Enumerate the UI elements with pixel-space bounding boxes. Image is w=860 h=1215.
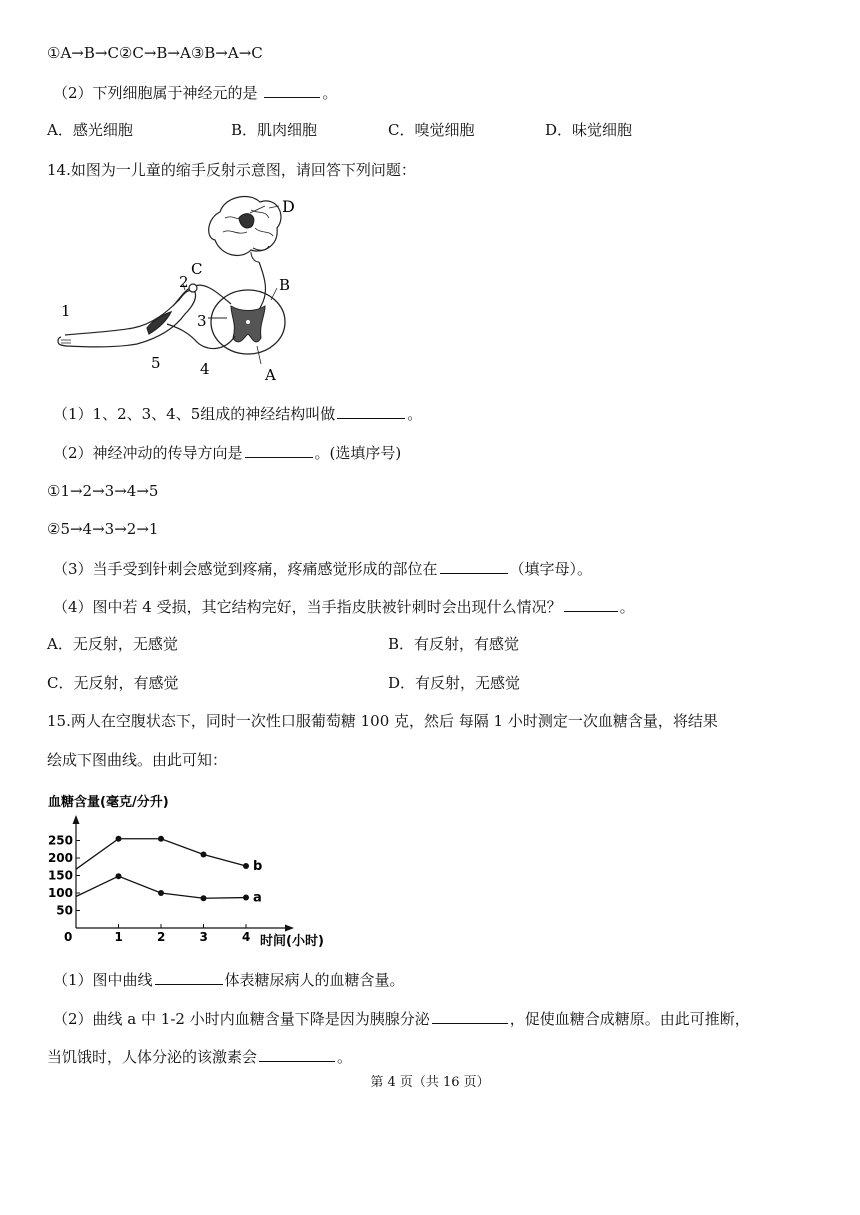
q15-stem-line1: 15.两人在空腹状态下，同时一次性口服葡萄糖 100 克，然后 每隔 1 小时测定一次血糖含量，将结果: [47, 712, 718, 730]
series-a-point: [116, 873, 122, 879]
chart-origin-label: 0: [64, 930, 73, 944]
label-2: 2: [179, 273, 189, 291]
brain-illustration: [209, 197, 281, 262]
label-3: 3: [197, 312, 207, 330]
q15-stem-line2: 绘成下图曲线。由此可知：: [47, 751, 228, 769]
y-tick-label: 50: [56, 903, 73, 918]
q15-sub2-line2-prefix: 当饥饿时，人体分泌的该激素会: [47, 1048, 258, 1066]
x-tick-label: 2: [157, 930, 166, 944]
q14-sub4: [53, 595, 635, 618]
series-b-point: [201, 852, 207, 858]
q13-sub2: [53, 81, 337, 104]
q14-sub2-blank[interactable]: [245, 441, 313, 458]
q14-sub4-suffix: 。: [619, 598, 635, 616]
q14-sub3-prefix: （3）当手受到针刺会感觉到疼痛，疼痛感觉形成的部位在: [53, 560, 438, 578]
arm-illustration: [58, 290, 196, 346]
q14-seq1[interactable]: ①1→2→3→4→5: [47, 482, 159, 500]
q13-sub2-blank[interactable]: [264, 81, 320, 98]
q14-sub3: [53, 557, 592, 580]
label-5: 5: [151, 354, 161, 372]
label-b: B: [279, 276, 291, 294]
q14-sub3-suffix: （填字母）。: [509, 560, 593, 578]
page-footer: 第 4 页（共 16 页）: [370, 1075, 490, 1090]
q15-sub1-prefix: （1）图中曲线: [53, 971, 153, 989]
label-a: A: [265, 366, 276, 384]
series-a-point: [243, 895, 249, 901]
q14-sub1-prefix: （1）1、2、3、4、5组成的神经结构叫做: [53, 405, 336, 423]
series-b-point: [243, 863, 249, 869]
q13-choice-c[interactable]: C．嗅觉细胞: [388, 121, 475, 139]
q14-sub2-prefix: （2）神经冲动的传导方向是: [53, 444, 243, 462]
q14-sub2-suffix: 。(选填序号): [314, 444, 402, 462]
q14-choice-b[interactable]: B．有反射，有感觉: [388, 635, 520, 653]
y-tick-label: 150: [47, 868, 73, 883]
q15-sub2-blank2[interactable]: [259, 1045, 335, 1062]
spinal-cord-section: [211, 290, 285, 354]
q15-sub2-prefix: （2）曲线 a 中 1-2 小时内血糖含量下降是因为胰腺分泌: [53, 1010, 430, 1028]
q15-sub2-line2-suffix: 。: [337, 1048, 353, 1066]
q14-sub1: [53, 402, 422, 425]
label-c: C: [191, 260, 203, 278]
label-4: 4: [200, 360, 210, 378]
series-b-line: [76, 839, 246, 869]
q13-choice-b[interactable]: B．肌肉细胞: [231, 121, 318, 139]
q15-sub2-line1: [53, 1007, 750, 1030]
q14-choice-a[interactable]: A．无反射，无感觉: [47, 635, 178, 653]
q13-sub2-prefix: （2）下列细胞属于神经元的是: [53, 84, 258, 102]
chart-xlabel: 时间(小时): [260, 934, 324, 949]
q14-sub1-suffix: 。: [407, 405, 423, 423]
y-tick-label: 100: [47, 886, 73, 900]
y-tick-label: 200: [47, 851, 73, 865]
q14-sub1-blank[interactable]: [337, 402, 405, 419]
blood-glucose-chart: [46, 788, 346, 950]
q15-sub1-blank[interactable]: [155, 968, 223, 985]
series-b-point: [116, 836, 122, 842]
x-tick-label: 1: [114, 930, 123, 944]
q14-choice-c[interactable]: C．无反射，有感觉: [47, 674, 179, 692]
reflex-arc-figure: [55, 188, 305, 386]
q15-sub2-blank[interactable]: [432, 1007, 508, 1024]
y-tick-label: 250: [47, 833, 73, 848]
series-a-point: [158, 890, 164, 896]
q14-sub3-blank[interactable]: [440, 557, 508, 574]
q15-sub1-suffix: 体表糖尿病人的血糖含量。: [224, 971, 405, 989]
q13-options-line: ①A→B→C②C→B→A③B→A→C: [47, 44, 263, 62]
series-b-label: b: [253, 859, 263, 875]
q14-stem: 14.如图为一儿童的缩手反射示意图，请回答下列问题：: [47, 161, 416, 179]
q14-seq2[interactable]: ②5→4→3→2→1: [47, 520, 159, 538]
ganglion-c: [189, 284, 197, 292]
y-axis-arrow: [73, 815, 80, 824]
chart-ylabel: 血糖含量(毫克/分升): [48, 795, 169, 810]
label-d: D: [282, 197, 295, 216]
series-a-label: a: [253, 890, 262, 906]
q14-sub2: [53, 441, 401, 464]
x-tick-label: 4: [242, 930, 251, 944]
q15-sub2-middle: ，促使血糖合成糖原。由此可推断，: [509, 1010, 750, 1028]
q13-sub2-suffix: 。: [322, 84, 338, 102]
x-tick-label: 3: [199, 930, 208, 944]
q13-choice-d[interactable]: D．味觉细胞: [545, 121, 633, 139]
q14-sub4-prefix: （4）图中若 4 受损，其它结构完好，当手指皮肤被针刺时会出现什么情况？: [53, 598, 562, 616]
q13-choice-a[interactable]: A．感光细胞: [47, 121, 133, 139]
q15-sub1: [53, 968, 405, 991]
q14-sub4-blank[interactable]: [564, 595, 618, 612]
q15-sub2-line2: [47, 1045, 352, 1068]
x-axis-arrow: [285, 925, 294, 932]
series-b-point: [158, 836, 164, 842]
label-1: 1: [61, 302, 71, 320]
q14-choice-d[interactable]: D．有反射，无感觉: [388, 674, 521, 692]
series-a-point: [201, 895, 207, 901]
